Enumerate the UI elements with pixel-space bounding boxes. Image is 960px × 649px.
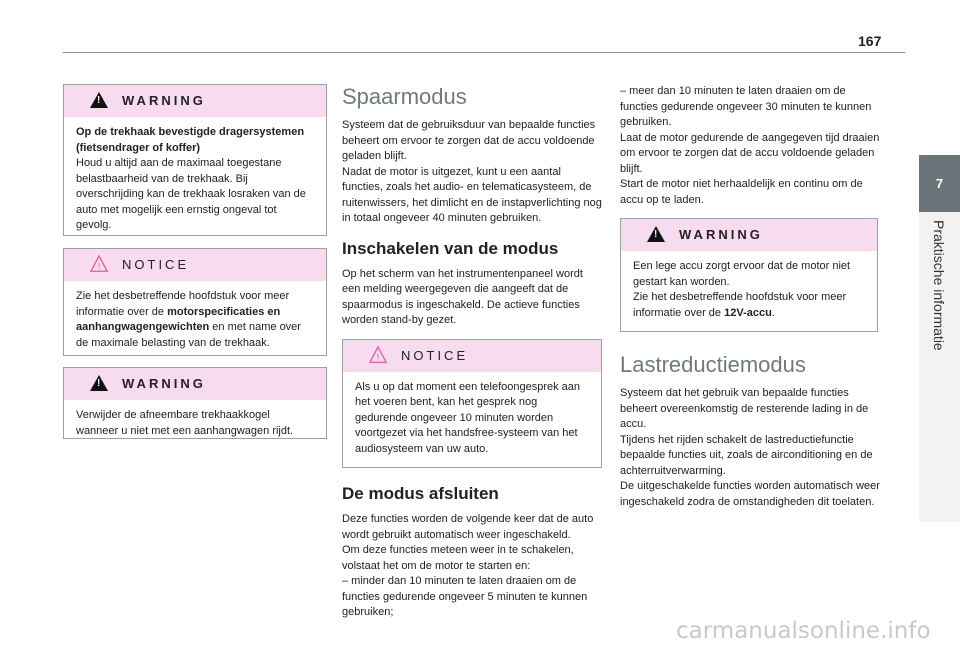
warning-text: Verwijder de afneembare trekhaakkogel wanneer u niet met een aanhangwagen rijdt. [76, 409, 294, 437]
warning-triangle-icon [90, 375, 108, 391]
svg-text:!: ! [376, 351, 380, 362]
subheading-activate: Inschakelen van de modus [342, 238, 559, 258]
warning-title: WARNING [679, 227, 763, 242]
section-heading-spaarmodus: Spaarmodus [342, 84, 467, 109]
warning-header [64, 368, 326, 400]
section-heading-lastreductie: Lastreductiemodus [620, 352, 806, 377]
chapter-number-tab[interactable]: 7 [919, 155, 960, 212]
notice-title: NOTICE [401, 347, 469, 363]
notice-box-phone-call [342, 339, 602, 469]
warning-box-towbar-carrier [63, 84, 327, 236]
paragraph: Op het scherm van het instrumentenpaneel wordt een melding weergegeven die aangeeft dat de spaarmodus is ingeschakeld. De actieve functies worden stand-by gezet. [342, 267, 583, 326]
notice-text-2: en met name over de maximale belasting van de trekhaak. [76, 321, 301, 349]
warning-box-removable-towball [63, 367, 327, 439]
warning-text: Een lege accu zorgt ervoor dat de motor niet gestart kan worden. [633, 260, 851, 288]
notice-text: Als u op dat moment een telefoongesprek aan het voeren bent, kan het gesprek nog gedurende ongeveer 10 minuten worden voortgezet via het handsfree-systeem van het audiosysteem van uw auto. [355, 380, 581, 455]
warning-bold: 12V-accu [724, 306, 772, 319]
list-item: – meer dan 10 minuten te laten draaien om de functies gedurende ongeveer 30 minuten te kunnen gebruiken. [620, 85, 872, 128]
watermark: carmanualsonline.info [676, 618, 931, 644]
paragraph: Start de motor niet herhaaldelijk en continu om de accu op te laden. [620, 178, 863, 206]
notice-header [343, 340, 601, 372]
notice-box-towbar-specs [63, 248, 327, 356]
notice-triangle-icon [369, 346, 387, 364]
subheading-exit: De modus afsluiten [342, 484, 499, 503]
notice-triangle-icon [90, 255, 108, 273]
column-load-reduction [620, 84, 882, 510]
paragraph: De uitgeschakelde functies worden automatisch weer ingeschakeld zodra de omstandigheden dit toelaten. [620, 480, 880, 508]
warning-text: Houd u altijd aan de maximaal toegestane belastbaarheid van de trekhaak. Bij overschrijding kan de trekhaak losraken van de auto met mogelijk een ernstig ongeval tot gevolg. [76, 157, 306, 231]
list-item: – minder dan 10 minuten te laten draaien om de functies gedurende ongeveer 5 minuten te kunnen gebruiken; [342, 575, 588, 618]
warning-header [621, 219, 877, 251]
warning-bold-text: Op de trekhaak bevestigde dragersystemen (fietsendrager of koffer) [76, 126, 305, 154]
warning-text-3: . [771, 306, 775, 319]
warning-title: WARNING [122, 93, 206, 108]
notice-header [64, 249, 326, 281]
paragraph: Tijdens het rijden schakelt de lastreductiefunctie bepaalde functies uit, zoals de airconditioning en de achterruitverwarming. [620, 433, 873, 477]
paragraph: Nadat de motor is uitgezet, kunt u een aantal functies, zoals het audio- en telematicasysteem, de ruitenwissers, het dimlicht en de instapverlichting nog in totaal ongeveer 40 minuten gebruiken. [342, 165, 602, 224]
page-number: 167 [858, 33, 882, 49]
chapter-title: Praktische informatie [931, 220, 947, 351]
paragraph: Systeem dat het gebruik van bepaalde functies beheert overeenkomstig de resterende lading in de accu. [620, 387, 869, 430]
warning-title: WARNING [122, 376, 206, 391]
paragraph: Systeem dat de gebruiksduur van bepaalde functies beheert om ervoor te zorgen dat de accu voldoende geladen blijft. [342, 119, 596, 162]
svg-text:!: ! [97, 261, 101, 272]
paragraph: Deze functies worden de volgende keer dat de auto wordt gebruikt automatisch weer ingeschakeld. [342, 513, 594, 541]
warning-box-battery [620, 218, 878, 332]
chapter-sidebar [919, 155, 960, 525]
warning-triangle-icon [90, 92, 108, 108]
notice-text-1: Zie het desbetreffende hoofdstuk voor meer informatie over de [76, 290, 290, 318]
header-rule [63, 52, 905, 53]
paragraph: Om deze functies meteen weer in te schakelen, volstaat het om de motor te starten en: [342, 544, 574, 572]
chapter-title-tab [919, 212, 960, 522]
column-energy-economy [342, 84, 604, 621]
warning-header [64, 85, 326, 117]
notice-bold: motorspecificaties en aanhangwagengewichten [76, 305, 281, 333]
paragraph: Laat de motor gedurende de aangegeven tijd draaien om ervoor te zorgen dat de accu voldoende geladen blijft. [620, 131, 880, 175]
warning-text-2: Zie het desbetreffende hoofdstuk voor meer informatie over de [633, 291, 847, 319]
warning-triangle-icon [647, 226, 665, 242]
notice-title: NOTICE [122, 257, 190, 272]
